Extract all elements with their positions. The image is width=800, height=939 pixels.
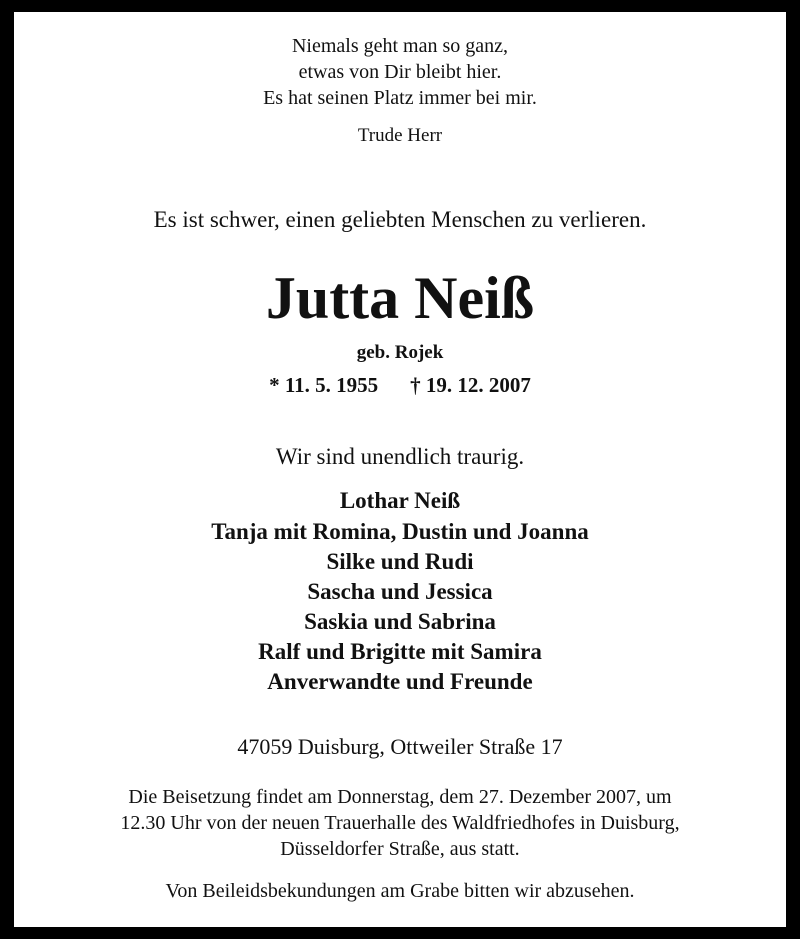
birth-date: * 11. 5. 1955	[269, 373, 379, 397]
closing-note: Von Beileidsbekundungen am Grabe bitten wir abzusehen.	[165, 880, 635, 902]
mourner-name: Tanja mit Romina, Dustin und Joanna	[211, 519, 589, 544]
poem-line: Niemals geht man so ganz,	[291, 35, 509, 57]
funeral-notice-line: Die Beisetzung findet am Donnerstag, dem 27. Dezember 2007, um	[128, 786, 672, 808]
family-address: 47059 Duisburg, Ottweiler Straße 17	[237, 734, 563, 759]
mourning-line: Wir sind unendlich traurig.	[275, 444, 525, 469]
funeral-notice-line: 12.30 Uhr von der neuen Trauerhalle des Waldfriedhofes in Duisburg,	[120, 812, 680, 834]
death-date: † 19. 12. 2007	[410, 373, 531, 397]
mourner-name: Saskia und Sabrina	[304, 609, 496, 634]
intro-text: Es ist schwer, einen geliebten Menschen zu verlieren.	[153, 207, 647, 232]
mourner-name: Anverwandte und Freunde	[267, 669, 533, 694]
funeral-notice-line: Düsseldorfer Straße, aus statt.	[280, 838, 520, 860]
poem-author: Trude Herr	[357, 125, 443, 146]
life-dates	[14, 373, 786, 398]
maiden-name: geb. Rojek	[356, 342, 444, 363]
mourner-name: Lothar Neiß	[339, 488, 461, 513]
mourner-name: Sascha und Jessica	[307, 579, 493, 604]
mourner-name: Silke und Rudi	[326, 549, 474, 574]
poem-line: Es hat seinen Platz immer bei mir.	[263, 87, 537, 109]
mourner-name: Ralf und Brigitte mit Samira	[258, 639, 542, 664]
deceased-name: Jutta Neiß	[265, 265, 535, 331]
poem-line: etwas von Dir bleibt hier.	[298, 61, 502, 83]
